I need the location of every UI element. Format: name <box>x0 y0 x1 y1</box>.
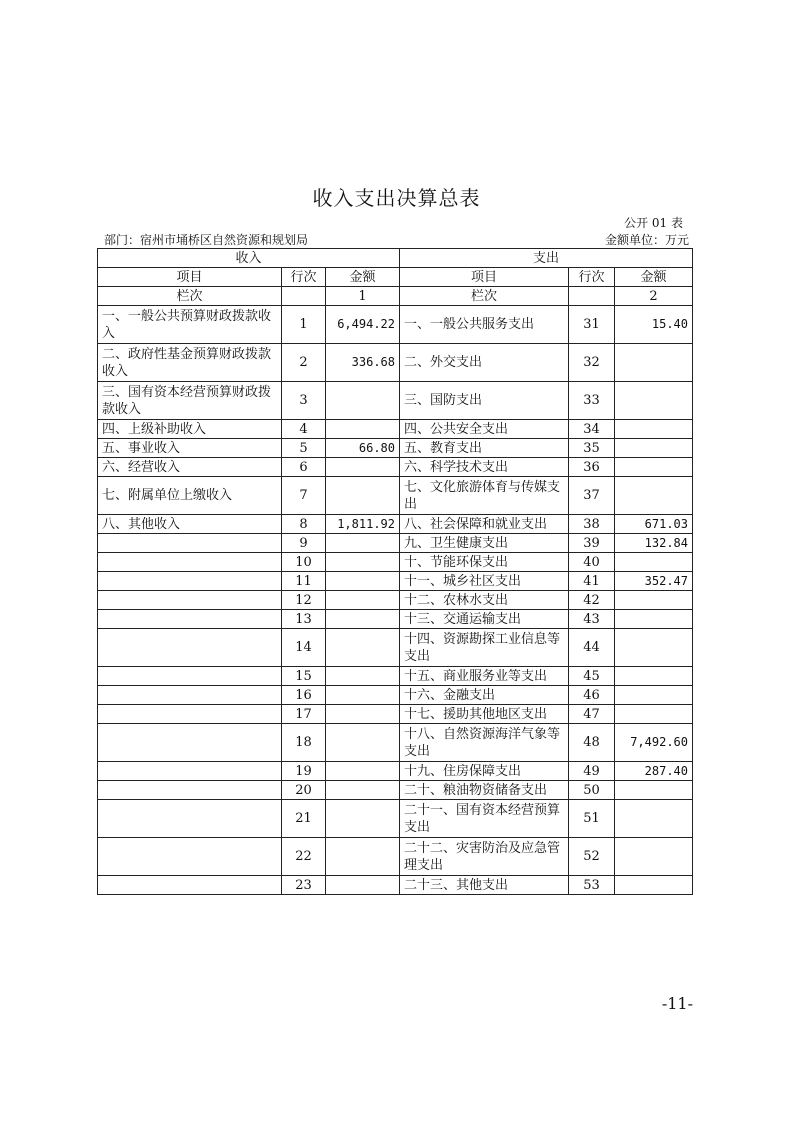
income-row-no-cell: 15 <box>282 667 326 686</box>
expense-amount-cell <box>615 876 693 895</box>
income-item-cell <box>98 667 282 686</box>
expense-item-cell: 十、节能环保支出 <box>400 553 569 572</box>
section-header-row <box>98 249 693 268</box>
income-row-no-cell: 5 <box>282 439 326 458</box>
income-item-cell: 三、国有资本经营预算财政拨款收入 <box>98 382 282 420</box>
income-amount-cell <box>326 629 400 667</box>
income-amount-cell <box>326 705 400 724</box>
income-row-no-header: 行次 <box>282 268 326 287</box>
amount-unit-label: 金额单位：万元 <box>604 233 689 247</box>
expense-row-no-cell: 50 <box>569 781 615 800</box>
income-row-no-cell: 9 <box>282 534 326 553</box>
income-amount-cell <box>326 477 400 515</box>
expense-item-cell: 七、文化旅游体育与传媒支出 <box>400 477 569 515</box>
expense-amount-cell <box>615 800 693 838</box>
income-item-cell <box>98 800 282 838</box>
expense-row-no-cell: 31 <box>569 306 615 344</box>
table-row <box>98 344 693 382</box>
income-item-cell <box>98 553 282 572</box>
expense-row-no-cell: 33 <box>569 382 615 420</box>
income-item-cell <box>98 572 282 591</box>
income-item-cell: 七、附属单位上缴收入 <box>98 477 282 515</box>
expense-amount-cell <box>615 686 693 705</box>
expense-item-cell: 八、社会保障和就业支出 <box>400 515 569 534</box>
table-row <box>98 591 693 610</box>
table-row <box>98 838 693 876</box>
income-amount-cell <box>326 610 400 629</box>
expense-row-no-cell: 43 <box>569 610 615 629</box>
income-row-no-cell: 13 <box>282 610 326 629</box>
expense-item-cell: 二十、粮油物资储备支出 <box>400 781 569 800</box>
income-row-no-cell: 10 <box>282 553 326 572</box>
table-row <box>98 762 693 781</box>
income-row-no-cell: 8 <box>282 515 326 534</box>
income-item-cell <box>98 534 282 553</box>
department-label: 部门：宿州市埇桥区自然资源和规划局 <box>104 233 309 247</box>
expense-amount-cell <box>615 382 693 420</box>
expense-row-no-cell: 36 <box>569 458 615 477</box>
expense-amount-header: 金额 <box>615 268 693 287</box>
table-row <box>98 705 693 724</box>
expense-amount-cell <box>615 610 693 629</box>
income-row-no-cell: 3 <box>282 382 326 420</box>
expense-amount-cell: 671.03 <box>615 515 693 534</box>
column-header-row <box>98 268 693 287</box>
income-amount-cell <box>326 686 400 705</box>
income-row-no-cell: 2 <box>282 344 326 382</box>
income-amount-header: 金额 <box>326 268 400 287</box>
income-row-no-cell: 22 <box>282 838 326 876</box>
income-amount-cell <box>326 838 400 876</box>
table-row <box>98 477 693 515</box>
expense-row-no-cell: 49 <box>569 762 615 781</box>
expense-item-cell: 十八、自然资源海洋气象等支出 <box>400 724 569 762</box>
expense-row-no-cell: 38 <box>569 515 615 534</box>
expense-column-no: 2 <box>615 287 693 306</box>
table-row <box>98 686 693 705</box>
income-amount-cell: 6,494.22 <box>326 306 400 344</box>
expense-item-cell: 二十二、灾害防治及应急管理支出 <box>400 838 569 876</box>
income-row-no-cell: 6 <box>282 458 326 477</box>
income-row-no-cell: 7 <box>282 477 326 515</box>
income-amount-cell <box>326 781 400 800</box>
income-item-cell <box>98 724 282 762</box>
income-amount-cell <box>326 420 400 439</box>
expense-amount-cell <box>615 477 693 515</box>
income-item-cell <box>98 591 282 610</box>
expense-amount-cell <box>615 344 693 382</box>
expense-item-cell: 六、科学技术支出 <box>400 458 569 477</box>
income-row-no-cell: 11 <box>282 572 326 591</box>
table-row <box>98 876 693 895</box>
income-column-blank <box>282 287 326 306</box>
expense-row-no-cell: 40 <box>569 553 615 572</box>
expense-item-cell: 一、一般公共服务支出 <box>400 306 569 344</box>
income-item-cell: 五、事业收入 <box>98 439 282 458</box>
expense-row-no-cell: 47 <box>569 705 615 724</box>
income-item-header: 项目 <box>98 268 282 287</box>
expense-row-no-cell: 34 <box>569 420 615 439</box>
expense-row-no-cell: 48 <box>569 724 615 762</box>
income-amount-cell <box>326 553 400 572</box>
income-amount-cell <box>326 724 400 762</box>
income-amount-cell <box>326 382 400 420</box>
table-row <box>98 420 693 439</box>
expense-row-no-cell: 46 <box>569 686 615 705</box>
income-row-no-cell: 21 <box>282 800 326 838</box>
income-amount-cell <box>326 534 400 553</box>
table-row <box>98 724 693 762</box>
expense-item-cell: 十一、城乡社区支出 <box>400 572 569 591</box>
page-number: -11- <box>661 994 693 1013</box>
income-amount-cell <box>326 800 400 838</box>
table-row <box>98 458 693 477</box>
expense-amount-cell: 352.47 <box>615 572 693 591</box>
expense-item-cell: 十三、交通运输支出 <box>400 610 569 629</box>
expense-item-cell: 二、外交支出 <box>400 344 569 382</box>
expense-item-cell: 三、国防支出 <box>400 382 569 420</box>
income-row-no-cell: 20 <box>282 781 326 800</box>
expense-item-cell: 四、公共安全支出 <box>400 420 569 439</box>
income-amount-cell <box>326 876 400 895</box>
expense-amount-cell <box>615 781 693 800</box>
income-column-label: 栏次 <box>98 287 282 306</box>
table-row <box>98 306 693 344</box>
expense-row-no-cell: 53 <box>569 876 615 895</box>
income-row-no-cell: 4 <box>282 420 326 439</box>
table-row <box>98 781 693 800</box>
income-amount-cell <box>326 572 400 591</box>
income-header: 收入 <box>98 249 400 268</box>
expense-row-no-cell: 45 <box>569 667 615 686</box>
income-amount-cell <box>326 762 400 781</box>
income-amount-cell <box>326 667 400 686</box>
expense-row-no-cell: 32 <box>569 344 615 382</box>
expense-row-no-cell: 44 <box>569 629 615 667</box>
expense-row-no-cell: 37 <box>569 477 615 515</box>
expense-item-cell: 十六、金融支出 <box>400 686 569 705</box>
table-row <box>98 610 693 629</box>
income-column-no: 1 <box>326 287 400 306</box>
form-code: 公开 01 表 <box>624 216 683 230</box>
income-amount-cell <box>326 458 400 477</box>
expense-row-no-cell: 51 <box>569 800 615 838</box>
expense-amount-cell <box>615 629 693 667</box>
income-row-no-cell: 18 <box>282 724 326 762</box>
income-item-cell: 二、政府性基金预算财政拨款收入 <box>98 344 282 382</box>
expense-column-label: 栏次 <box>400 287 569 306</box>
expense-amount-cell <box>615 591 693 610</box>
expense-amount-cell: 7,492.60 <box>615 724 693 762</box>
expense-item-cell: 二十一、国有资本经营预算支出 <box>400 800 569 838</box>
column-number-row <box>98 287 693 306</box>
income-amount-cell: 336.68 <box>326 344 400 382</box>
table-row <box>98 382 693 420</box>
income-expense-table <box>97 248 693 895</box>
expense-item-header: 项目 <box>400 268 569 287</box>
income-row-no-cell: 17 <box>282 705 326 724</box>
expense-amount-cell <box>615 439 693 458</box>
expense-item-cell: 十九、住房保障支出 <box>400 762 569 781</box>
expense-row-no-cell: 41 <box>569 572 615 591</box>
income-item-cell: 一、一般公共预算财政拨款收入 <box>98 306 282 344</box>
expense-item-cell: 二十三、其他支出 <box>400 876 569 895</box>
expense-row-no-cell: 39 <box>569 534 615 553</box>
expense-row-no-cell: 35 <box>569 439 615 458</box>
income-row-no-cell: 1 <box>282 306 326 344</box>
income-item-cell: 六、经营收入 <box>98 458 282 477</box>
income-row-no-cell: 16 <box>282 686 326 705</box>
expense-item-cell: 十四、资源勘探工业信息等支出 <box>400 629 569 667</box>
income-row-no-cell: 23 <box>282 876 326 895</box>
income-item-cell: 四、上级补助收入 <box>98 420 282 439</box>
expense-amount-cell <box>615 667 693 686</box>
expense-amount-cell: 15.40 <box>615 306 693 344</box>
income-amount-cell <box>326 591 400 610</box>
expense-amount-cell <box>615 553 693 572</box>
expense-row-no-cell: 42 <box>569 591 615 610</box>
table-row <box>98 534 693 553</box>
expense-row-no-header: 行次 <box>569 268 615 287</box>
table-row <box>98 553 693 572</box>
page-title: 收入支出决算总表 <box>312 186 481 210</box>
expense-item-cell: 五、教育支出 <box>400 439 569 458</box>
expense-item-cell: 十五、商业服务业等支出 <box>400 667 569 686</box>
income-row-no-cell: 12 <box>282 591 326 610</box>
expense-column-blank <box>569 287 615 306</box>
income-item-cell <box>98 781 282 800</box>
table-row <box>98 800 693 838</box>
expense-amount-cell <box>615 458 693 477</box>
expense-amount-cell: 287.40 <box>615 762 693 781</box>
table-row <box>98 667 693 686</box>
expense-amount-cell <box>615 420 693 439</box>
income-amount-cell: 66.80 <box>326 439 400 458</box>
table-row <box>98 515 693 534</box>
expense-row-no-cell: 52 <box>569 838 615 876</box>
income-item-cell <box>98 686 282 705</box>
table-row <box>98 629 693 667</box>
expense-amount-cell <box>615 838 693 876</box>
expense-item-cell: 十七、援助其他地区支出 <box>400 705 569 724</box>
income-item-cell <box>98 705 282 724</box>
income-item-cell <box>98 838 282 876</box>
income-item-cell: 八、其他收入 <box>98 515 282 534</box>
income-item-cell <box>98 629 282 667</box>
income-amount-cell: 1,811.92 <box>326 515 400 534</box>
expense-amount-cell <box>615 705 693 724</box>
expense-item-cell: 十二、农林水支出 <box>400 591 569 610</box>
income-item-cell <box>98 610 282 629</box>
income-row-no-cell: 19 <box>282 762 326 781</box>
table-row <box>98 572 693 591</box>
expense-amount-cell: 132.84 <box>615 534 693 553</box>
income-item-cell <box>98 762 282 781</box>
income-row-no-cell: 14 <box>282 629 326 667</box>
income-item-cell <box>98 876 282 895</box>
expense-header: 支出 <box>400 249 693 268</box>
expense-item-cell: 九、卫生健康支出 <box>400 534 569 553</box>
table-row <box>98 439 693 458</box>
